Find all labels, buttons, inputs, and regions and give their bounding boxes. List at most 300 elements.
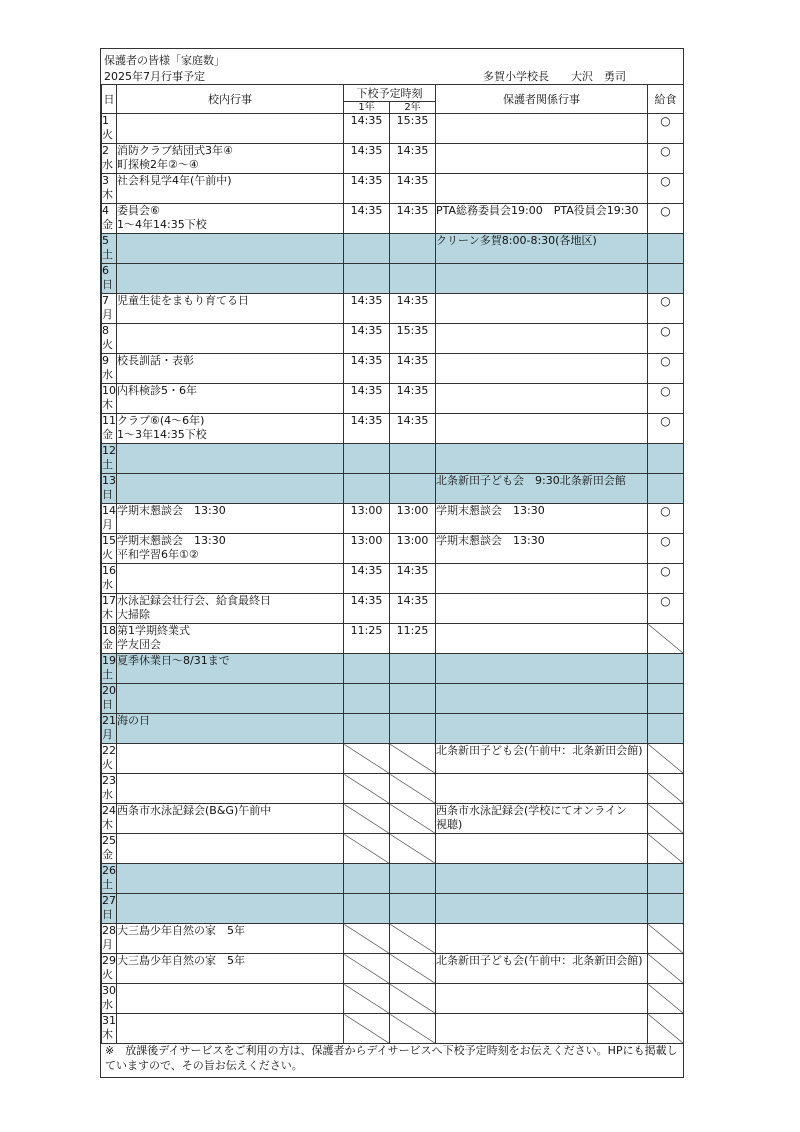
day-number: 22 (102, 744, 116, 757)
school-event: 学期末懇談会 13:30 (117, 534, 226, 547)
day-cell (102, 624, 117, 654)
lunch-mark (648, 714, 684, 744)
lunch-mark: ○ (648, 294, 684, 324)
grade2-dismissal-time: 14:35 (390, 384, 436, 414)
grade1-dismissal-time: 13:00 (344, 504, 390, 534)
parent-event: クリーン多賀8:00-8:30(各地区) (436, 234, 648, 264)
day-cell (102, 744, 117, 774)
school-event-cell (117, 444, 344, 474)
day-cell (102, 474, 117, 504)
parent-event (436, 414, 648, 444)
day-cell (102, 504, 117, 534)
lunch-mark (648, 234, 684, 264)
day-cell (102, 564, 117, 594)
day-cell (102, 324, 117, 354)
day-number: 16 (102, 564, 116, 577)
parent-event (436, 684, 648, 714)
school-event: 水泳記録会壮行会、給食最終日 (117, 594, 271, 607)
grade2-dismissal-time: 15:35 (390, 114, 436, 144)
day-row (102, 114, 684, 144)
grade1-dismissal-time (344, 984, 390, 1014)
lunch-mark (648, 654, 684, 684)
lunch-mark: ○ (648, 504, 684, 534)
day-number: 23 (102, 774, 116, 787)
parent-event (436, 624, 648, 654)
day-of-week: 水 (102, 788, 113, 801)
grade2-dismissal-time: 14:35 (390, 564, 436, 594)
grade1-dismissal-time: 14:35 (344, 384, 390, 414)
school-event: 町探検2年②～④ (117, 158, 199, 171)
grade2-dismissal-time: 13:00 (390, 534, 436, 564)
day-of-week: 火 (102, 338, 113, 351)
parent-event (436, 834, 648, 864)
day-number: 4 (102, 204, 109, 217)
day-row (102, 774, 684, 804)
grade1-dismissal-time (344, 834, 390, 864)
school-event-cell (117, 834, 344, 864)
lunch-mark (648, 444, 684, 474)
day-cell (102, 264, 117, 294)
day-row (102, 354, 684, 384)
footer-note: ※ 放課後デイサービスをご利用の方は、保護者からデイサービスへ下校予定時刻をお伝えください。HPにも掲載していますので、その旨お伝えください。 (105, 1044, 678, 1072)
lunch-mark (648, 684, 684, 714)
day-row (102, 414, 684, 444)
day-of-week: 水 (102, 578, 113, 591)
grade2-dismissal-time (390, 714, 436, 744)
school-event-cell (117, 924, 344, 954)
day-number: 19 (102, 654, 116, 667)
day-row (102, 624, 684, 654)
day-of-week: 金 (102, 218, 113, 231)
day-of-week: 日 (102, 908, 113, 921)
school-event: 社会科見学4年(午前中) (117, 174, 232, 187)
day-row (102, 684, 684, 714)
day-of-week: 月 (102, 518, 113, 531)
header-grade2: 2年 (390, 102, 436, 114)
lunch-mark (648, 834, 684, 864)
grade2-dismissal-time: 14:35 (390, 354, 436, 384)
header-day: 日 (102, 85, 117, 114)
grade2-dismissal-time (390, 834, 436, 864)
grade2-dismissal-time (390, 474, 436, 504)
day-row (102, 174, 684, 204)
day-cell (102, 774, 117, 804)
school-event: 第1学期終業式 (117, 624, 190, 637)
grade2-dismissal-time: 14:35 (390, 414, 436, 444)
grade2-dismissal-time (390, 654, 436, 684)
grade1-dismissal-time (344, 714, 390, 744)
grade1-dismissal-time: 14:35 (344, 174, 390, 204)
school-event-cell (117, 744, 344, 774)
day-number: 14 (102, 504, 116, 517)
school-event: 学期末懇談会 13:30 (117, 504, 226, 517)
day-cell (102, 714, 117, 744)
day-of-week: 火 (102, 968, 113, 981)
grade2-dismissal-time (390, 894, 436, 924)
school-event-cell (117, 204, 344, 234)
day-of-week: 土 (102, 458, 113, 471)
day-of-week: 金 (102, 638, 113, 651)
day-of-week: 火 (102, 128, 113, 141)
day-of-week: 水 (102, 998, 113, 1011)
parent-event (436, 444, 648, 474)
day-cell (102, 384, 117, 414)
grade2-dismissal-time (390, 1014, 436, 1044)
parent-event (436, 384, 648, 414)
lunch-mark (648, 804, 684, 834)
day-row (102, 294, 684, 324)
parent-event (436, 174, 648, 204)
school-event: 委員会⑥ (117, 204, 160, 217)
day-of-week: 木 (102, 188, 113, 201)
day-number: 11 (102, 414, 116, 427)
school-event-cell (117, 504, 344, 534)
day-cell (102, 414, 117, 444)
day-number: 27 (102, 894, 116, 907)
lunch-mark: ○ (648, 174, 684, 204)
school-event-cell (117, 474, 344, 504)
lunch-mark: ○ (648, 144, 684, 174)
day-row (102, 654, 684, 684)
day-cell (102, 654, 117, 684)
day-of-week: 日 (102, 488, 113, 501)
day-cell (102, 594, 117, 624)
school-event-cell (117, 654, 344, 684)
parent-event (436, 924, 648, 954)
day-row (102, 1014, 684, 1044)
day-row (102, 804, 684, 834)
day-number: 17 (102, 594, 116, 607)
day-row (102, 714, 684, 744)
day-cell (102, 684, 117, 714)
schedule-sheet (100, 48, 684, 1078)
school-event-cell (117, 1014, 344, 1044)
school-event-cell (117, 264, 344, 294)
school-event: 大掃除 (117, 608, 150, 621)
grade2-dismissal-time (390, 774, 436, 804)
grade1-dismissal-time (344, 654, 390, 684)
day-number: 30 (102, 984, 116, 997)
school-event-cell (117, 864, 344, 894)
grade2-dismissal-time (390, 954, 436, 984)
parent-event: 北条新田子ども会(午前中：北条新田会館) (436, 744, 648, 774)
grade2-dismissal-time (390, 744, 436, 774)
lunch-mark (648, 624, 684, 654)
grade2-dismissal-time (390, 444, 436, 474)
school-event-cell (117, 534, 344, 564)
school-event: 1～3年14:35下校 (117, 428, 207, 441)
grade2-dismissal-time: 13:00 (390, 504, 436, 534)
lunch-mark (648, 474, 684, 504)
principal-name: 多賀小学校長 大沢 勇司 (483, 70, 626, 83)
day-row (102, 534, 684, 564)
lunch-mark: ○ (648, 384, 684, 414)
day-cell (102, 294, 117, 324)
day-number: 9 (102, 354, 109, 367)
grade1-dismissal-time (344, 474, 390, 504)
day-row (102, 864, 684, 894)
day-number: 28 (102, 924, 116, 937)
day-number: 6 (102, 264, 109, 277)
day-row (102, 954, 684, 984)
day-cell (102, 204, 117, 234)
grade2-dismissal-time: 11:25 (390, 624, 436, 654)
day-cell (102, 924, 117, 954)
grade2-dismissal-time (390, 804, 436, 834)
day-of-week: 木 (102, 608, 113, 621)
day-number: 29 (102, 954, 116, 967)
day-row (102, 564, 684, 594)
lunch-mark (648, 894, 684, 924)
school-event: 内科検診5・6年 (117, 384, 197, 397)
day-cell (102, 444, 117, 474)
school-event: クラブ⑥(4～6年) (117, 414, 205, 427)
grade2-dismissal-time: 14:35 (390, 294, 436, 324)
day-of-week: 日 (102, 278, 113, 291)
school-event-cell (117, 294, 344, 324)
lunch-mark (648, 744, 684, 774)
school-event: 児童生徒をまもり育てる日 (117, 294, 249, 307)
day-cell (102, 894, 117, 924)
parent-event (436, 294, 648, 324)
day-number: 10 (102, 384, 116, 397)
day-of-week: 木 (102, 1028, 113, 1041)
parent-event: 学期末懇談会 13:30 (436, 504, 648, 534)
school-event-cell (117, 354, 344, 384)
lunch-mark: ○ (648, 564, 684, 594)
day-number: 26 (102, 864, 116, 877)
day-number: 31 (102, 1014, 116, 1027)
day-row (102, 504, 684, 534)
lunch-mark (648, 264, 684, 294)
day-row (102, 444, 684, 474)
day-of-week: 火 (102, 758, 113, 771)
document-title: 2025年7月行事予定 (104, 70, 205, 83)
school-event: 校長訓話・表彰 (117, 354, 194, 367)
lunch-mark (648, 864, 684, 894)
parent-event: 西条市水泳記録会(学校にてオンライン 視聴) (436, 804, 648, 834)
parent-event (436, 354, 648, 384)
day-row (102, 834, 684, 864)
school-event-cell (117, 564, 344, 594)
day-cell (102, 354, 117, 384)
day-of-week: 土 (102, 668, 113, 681)
day-cell (102, 804, 117, 834)
grade1-dismissal-time (344, 774, 390, 804)
header-lunch: 給食 (648, 85, 684, 114)
school-event: 消防クラブ結団式3年④ (117, 144, 233, 157)
day-row (102, 324, 684, 354)
day-row (102, 204, 684, 234)
grade1-dismissal-time (344, 954, 390, 984)
school-event-cell (117, 324, 344, 354)
day-cell (102, 234, 117, 264)
grade1-dismissal-time: 14:35 (344, 324, 390, 354)
day-row (102, 264, 684, 294)
day-cell (102, 174, 117, 204)
header-school-events: 校内行事 (117, 85, 344, 114)
school-event-cell (117, 144, 344, 174)
grade1-dismissal-time: 14:35 (344, 594, 390, 624)
school-event-cell (117, 594, 344, 624)
lunch-mark (648, 984, 684, 1014)
lunch-mark: ○ (648, 414, 684, 444)
day-row (102, 744, 684, 774)
calendar-table (101, 84, 684, 1044)
parent-event (436, 654, 648, 684)
day-of-week: 金 (102, 848, 113, 861)
day-row (102, 594, 684, 624)
day-of-week: 月 (102, 938, 113, 951)
grade2-dismissal-time: 15:35 (390, 324, 436, 354)
day-of-week: 土 (102, 878, 113, 891)
day-cell (102, 864, 117, 894)
grade1-dismissal-time: 13:00 (344, 534, 390, 564)
day-number: 13 (102, 474, 116, 487)
lunch-mark (648, 924, 684, 954)
calendar-body (102, 114, 684, 1044)
header-grade1: 1年 (344, 102, 390, 114)
grade1-dismissal-time: 14:35 (344, 204, 390, 234)
day-number: 7 (102, 294, 109, 307)
day-of-week: 水 (102, 368, 113, 381)
grade2-dismissal-time (390, 264, 436, 294)
grade1-dismissal-time (344, 804, 390, 834)
parent-event: 北条新田子ども会 9:30北条新田会館 (436, 474, 648, 504)
lunch-mark: ○ (648, 534, 684, 564)
school-event-cell (117, 174, 344, 204)
lunch-mark (648, 1014, 684, 1044)
grade2-dismissal-time: 14:35 (390, 144, 436, 174)
lunch-mark: ○ (648, 354, 684, 384)
day-of-week: 日 (102, 698, 113, 711)
school-event-cell (117, 984, 344, 1014)
day-of-week: 月 (102, 308, 113, 321)
day-of-week: 金 (102, 428, 113, 441)
day-of-week: 土 (102, 248, 113, 261)
day-number: 18 (102, 624, 116, 637)
day-row (102, 924, 684, 954)
school-event: 1～4年14:35下校 (117, 218, 207, 231)
grade1-dismissal-time (344, 1014, 390, 1044)
school-event-cell (117, 954, 344, 984)
grade1-dismissal-time (344, 234, 390, 264)
school-event-cell (117, 414, 344, 444)
grade2-dismissal-time: 14:35 (390, 174, 436, 204)
parent-event (436, 894, 648, 924)
day-number: 12 (102, 444, 116, 457)
school-event: 大三島少年自然の家 5年 (117, 954, 245, 967)
school-event-cell (117, 804, 344, 834)
day-number: 20 (102, 684, 116, 697)
lunch-mark: ○ (648, 204, 684, 234)
day-of-week: 水 (102, 158, 113, 171)
grade1-dismissal-time (344, 684, 390, 714)
day-row (102, 144, 684, 174)
grade2-dismissal-time (390, 234, 436, 264)
grade1-dismissal-time (344, 744, 390, 774)
day-number: 1 (102, 114, 109, 127)
day-row (102, 474, 684, 504)
day-number: 21 (102, 714, 116, 727)
day-number: 24 (102, 804, 116, 817)
parent-event (436, 774, 648, 804)
grade2-dismissal-time (390, 684, 436, 714)
parent-event (436, 144, 648, 174)
grade1-dismissal-time (344, 444, 390, 474)
grade2-dismissal-time (390, 864, 436, 894)
day-cell (102, 954, 117, 984)
school-event-cell (117, 894, 344, 924)
school-event: 西条市水泳記録会(B&G)午前中 (117, 804, 272, 817)
grade1-dismissal-time: 14:35 (344, 114, 390, 144)
day-row (102, 984, 684, 1014)
day-number: 15 (102, 534, 116, 547)
grade1-dismissal-time (344, 264, 390, 294)
lunch-mark (648, 954, 684, 984)
document-header (101, 49, 683, 84)
day-number: 8 (102, 324, 109, 337)
school-event: 大三島少年自然の家 5年 (117, 924, 245, 937)
parent-event (436, 714, 648, 744)
grade1-dismissal-time: 14:35 (344, 564, 390, 594)
grade2-dismissal-time (390, 924, 436, 954)
parent-event (436, 324, 648, 354)
parent-event (436, 594, 648, 624)
school-event-cell (117, 774, 344, 804)
day-row (102, 234, 684, 264)
day-cell (102, 1014, 117, 1044)
day-row (102, 384, 684, 414)
lunch-mark: ○ (648, 114, 684, 144)
lunch-mark: ○ (648, 324, 684, 354)
grade1-dismissal-time: 11:25 (344, 624, 390, 654)
school-event-cell (117, 234, 344, 264)
lunch-mark: ○ (648, 594, 684, 624)
grade2-dismissal-time (390, 984, 436, 1014)
day-cell (102, 144, 117, 174)
lunch-mark (648, 774, 684, 804)
day-cell (102, 534, 117, 564)
day-of-week: 木 (102, 818, 113, 831)
parent-event: 北条新田子ども会(午前中：北条新田会館) (436, 954, 648, 984)
grade2-dismissal-time: 14:35 (390, 204, 436, 234)
parent-event (436, 564, 648, 594)
grade1-dismissal-time: 14:35 (344, 294, 390, 324)
header-parent-events: 保護者関係行事 (436, 85, 648, 114)
school-event-cell (117, 114, 344, 144)
parent-event: PTA総務委員会19:00 PTA役員会19:30 (436, 204, 648, 234)
parent-event (436, 1014, 648, 1044)
parent-event (436, 264, 648, 294)
school-event-cell (117, 384, 344, 414)
school-event: 夏季休業日～8/31まで (117, 654, 230, 667)
grade1-dismissal-time (344, 864, 390, 894)
grade1-dismissal-time: 14:35 (344, 414, 390, 444)
day-number: 2 (102, 144, 109, 157)
school-event: 学友団会 (117, 638, 161, 651)
grade1-dismissal-time (344, 924, 390, 954)
day-cell (102, 984, 117, 1014)
recipient-line: 保護者の皆様「家庭数」 (104, 54, 225, 67)
parent-event (436, 864, 648, 894)
parent-event (436, 114, 648, 144)
grade2-dismissal-time: 14:35 (390, 594, 436, 624)
day-of-week: 月 (102, 728, 113, 741)
school-event-cell (117, 684, 344, 714)
grade1-dismissal-time: 14:35 (344, 144, 390, 174)
day-number: 3 (102, 174, 109, 187)
